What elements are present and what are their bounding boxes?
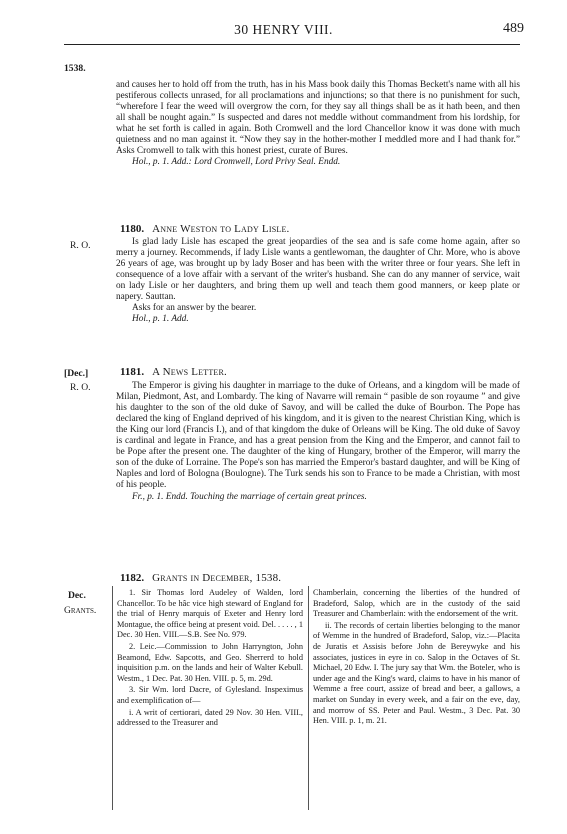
entry-1182-month: Dec. [68, 590, 86, 601]
grant-item-3: 3. Sir Wm. lord Dacre, of Gylesland. Inspeximus and exemplification of— [117, 685, 303, 705]
grants-right-column [313, 588, 520, 728]
entry-1180-number: 1180. [120, 223, 145, 235]
entry-1180-endorsement: Hol., p. 1. Add. [132, 314, 189, 325]
grant-item-3-continued: Chamberlain, concerning the liberties of the hundred of Bradeford, Salop, which are in the custody of the said Treasurer and Chamberlain: with the endorsement of the writ. [313, 588, 520, 619]
entry-1182-number: 1182. [120, 572, 145, 584]
entry-1181-date: [Dec.] [64, 368, 89, 379]
entry-1181-title: A News Letter. [152, 366, 227, 378]
entry-1181-number: 1181. [120, 366, 145, 378]
grants-column-divider [308, 586, 309, 810]
grants-left-rule [112, 586, 113, 810]
entry-1181-heading [120, 366, 227, 378]
continuation-paragraph [116, 80, 520, 168]
entry-1180-body [116, 237, 520, 325]
entry-1182-grants-label: Grants. [64, 605, 97, 616]
entry-1180-title: Anne Weston to Lady Lisle. [152, 223, 290, 235]
entry-1180-request: Asks for an answer by the bearer. [132, 303, 257, 314]
entry-1181-text: The Emperor is giving his daughter in marriage to the duke of Orleans, and a kingdom will be made of Milan, Piedmont, Ast, and Lombardy. The king of Navarre will remain “ pasible de son royaume ” and give his daughter to the son of the old duke of Savoy, and will be called the duke of Bourbon. The Pope has declared the king of England deprived of his kingdom, and it is given to the nearest Christian King, which is the King our lord (Francis I.), and of that kingdom the duke of Orleans will be King. The old duke of Savoy is cardinal and legate in France, and has a great pension from the King and the Emperor, and cannot fail to be Pope after the present one. The daughter of the king of Hungary, brother of the Emperor, will marry the son of the duke of Lorraine. The Pope's son has married the Emperor's bastard daughter, and will be King of Naples and lord of Bologna (Boulogne). The Turk sends his son to France to be made a Christian, with most of his people. [116, 381, 520, 491]
header-rule [64, 44, 520, 45]
entry-1182-heading [120, 572, 281, 584]
grant-item-3-writ: i. A writ of certiorari, dated 29 Nov. 30 Hen. VIII., addressed to the Treasurer and [117, 707, 303, 728]
grant-item-1: 1. Sir Thomas lord Audeley of Walden, lord Chancellor. To be hâc vice high steward of England for the trial of Henry marquis of Exeter and Henry lord Montague, the office being at present void. Del. . . . . , 1 Dec. 30 Hen. VIII.—S.B. See No. 979. [117, 588, 303, 640]
continuation-text: and causes her to hold off from the truth, has in his Mass book daily this Thomas Beckett's name with all his pestiferous collects unrased, for all proclamations and injunctions; so that there is no punishment for such, “wherefore I fear the weed will overgrow the corn, for they say all things shall be as it hath been, and then all shall be nought again.” Is suspected and dares not meddle without commandment from his lordship, for what he set forth is called in again. Both Cromwell and the lord Chancellor know it was done with much quietness and no man against it. “Now they say in the hother-mother I meddled more and I had thank for.” Asks Cromwell to talk with this honest priest, curate of Bures. [116, 80, 520, 157]
entry-1180-heading [120, 223, 290, 235]
grants-left-column [117, 588, 303, 730]
margin-year: 1538. [64, 63, 86, 74]
entry-1181-body [116, 381, 520, 504]
entry-1181-endorsement: Fr., p. 1. Endd. Touching the marriage of certain great princes. [132, 492, 367, 503]
continuation-endorsement: Hol., p. 1. Add.: Lord Cromwell, Lord Privy Seal. Endd. [132, 157, 341, 168]
grant-item-3-records: ii. The records of certain liberties belonging to the manor of Wemme in the hundred of Bradeford, Salop, viz.:—Placita de Juratis et Assisis before John de Bereywyke and his associates, justices in eyre in co. Salop in the Octaves of St. Michael, 20 Edw. I. The jury say that Wm. the Boteler, who is under age and the King's ward, claims to have in his manor of Wemme a free court, assize of bread and beer, a gallows, a market on Sunday in every week, and a fair on the eve, day, and morrow of SS. Peter and Paul. Westm., 3 Dec. Pat. 30 Hen. VIII. p. 1, m. 21. [313, 620, 520, 726]
running-title: 30 HENRY VIII. [234, 22, 333, 37]
entry-1181-source: R. O. [70, 382, 91, 393]
entry-1180-source: R. O. [70, 240, 91, 251]
grant-item-2: 2. Leic.—Commission to John Harryngton, John Beamond, Edw. Sapcotts, and Geo. Sherrerd to hold inquisition p.m. on the lands and heir of Walter Kebull. Westm., 1 Dec. Pat. 30 Hen. VIII. p. 5, m. 29d. [117, 641, 303, 683]
entry-1182-title: Grants in December, 1538. [152, 572, 282, 584]
page-number: 489 [503, 21, 524, 36]
entry-1180-text: Is glad lady Lisle has escaped the great jeopardies of the sea and is safe come home again, after so merry a journey. Recommends, if lady Lisle wants a gentlewoman, the daughter of Chr. More, who is above 26 years of age, was brought up by lady Boser and has been with the writer three or four years. She left in consequence of a love affair with a servant of the writer's husband. She can do any manner of service, wait on lady Lisle or her daughters, and bring them up well and teach them good manners, or keep plate or napery. Sauttan. [116, 237, 520, 303]
